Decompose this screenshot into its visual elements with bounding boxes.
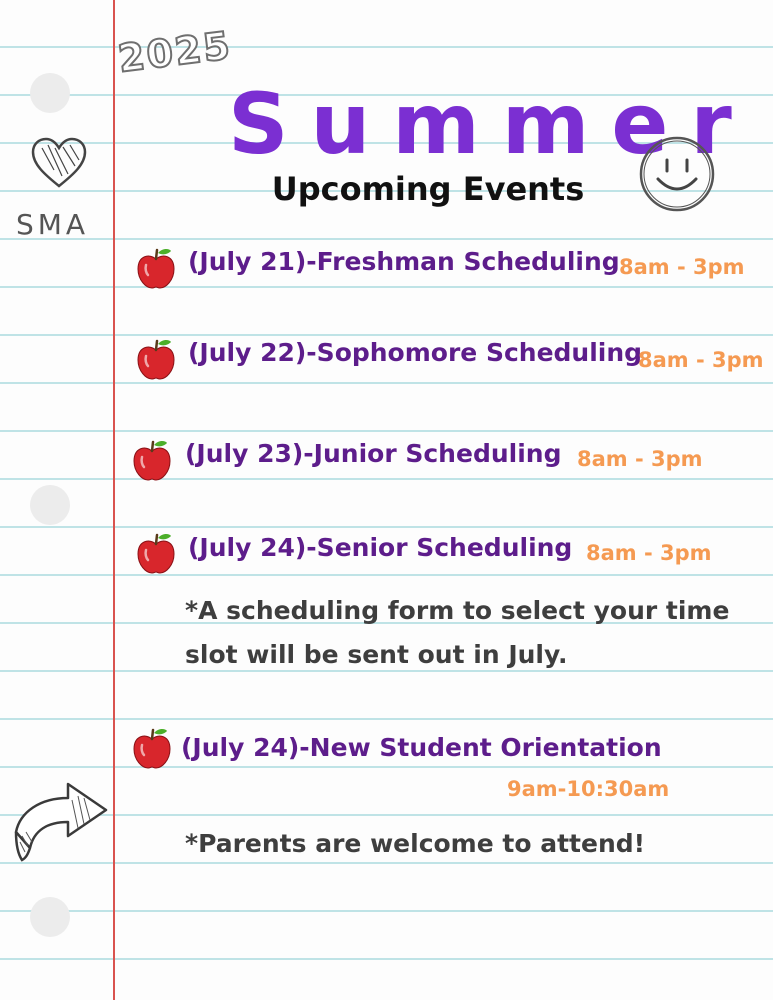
sma-label: SMA bbox=[16, 208, 90, 241]
event-time: 8am - 3pm bbox=[586, 541, 712, 565]
curved-arrow-doodle-icon bbox=[12, 776, 112, 866]
apple-icon bbox=[136, 532, 176, 574]
event-title: (July 21)-Freshman Scheduling bbox=[188, 247, 620, 276]
event-time: 9am-10:30am bbox=[507, 777, 670, 801]
year-label: 2025 bbox=[115, 23, 235, 81]
event-title: (July 24)-Senior Scheduling bbox=[188, 533, 573, 562]
page-title: Summer bbox=[228, 75, 754, 173]
apple-icon bbox=[136, 338, 176, 380]
binder-hole bbox=[30, 73, 70, 113]
event-time: 8am - 3pm bbox=[638, 348, 764, 372]
note-line: *A scheduling form to select your time bbox=[185, 596, 730, 625]
event-time: 8am - 3pm bbox=[619, 255, 745, 279]
scheduling-note bbox=[185, 589, 729, 677]
apple-icon bbox=[132, 439, 172, 481]
note-line: *Parents are welcome to attend! bbox=[185, 829, 646, 858]
binder-hole bbox=[30, 485, 70, 525]
apple-icon bbox=[132, 727, 172, 769]
event-time: 8am - 3pm bbox=[577, 447, 703, 471]
event-title: (July 23)-Junior Scheduling bbox=[185, 439, 562, 468]
note-line: slot will be sent out in July. bbox=[185, 640, 568, 669]
binder-hole bbox=[30, 897, 70, 937]
smiley-face-icon bbox=[636, 133, 718, 215]
parents-note bbox=[185, 822, 645, 866]
heart-doodle-icon bbox=[30, 136, 88, 190]
event-title: (July 22)-Sophomore Scheduling bbox=[188, 338, 643, 367]
page-subtitle: Upcoming Events bbox=[271, 170, 585, 208]
event-title: (July 24)-New Student Orientation bbox=[181, 733, 662, 762]
notebook-margin-line bbox=[113, 0, 115, 1000]
apple-icon bbox=[136, 247, 176, 289]
